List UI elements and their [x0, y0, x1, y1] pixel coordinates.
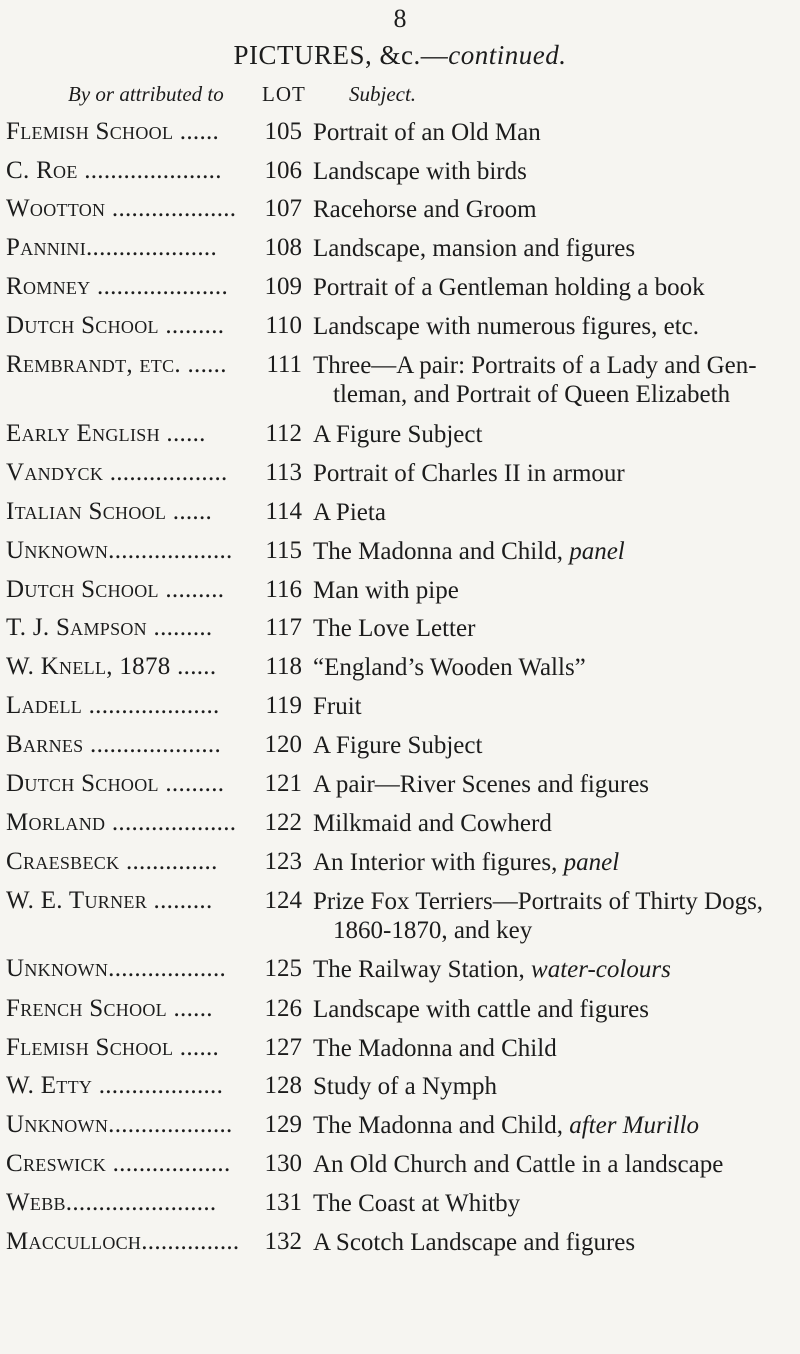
- artist-label: W. Etty ...................: [6, 1072, 224, 1099]
- heading-main: PICTURES, &c.—: [233, 40, 449, 70]
- heading-continued: continued.: [448, 40, 567, 70]
- lot-number: 106: [256, 157, 302, 185]
- page-number: 8: [393, 4, 407, 33]
- lot-number: 112: [256, 420, 302, 448]
- subject-text: Study of a Nymph: [313, 1073, 498, 1100]
- artist-label: C. Roe .....................: [6, 157, 222, 184]
- subject-description: [313, 1228, 793, 1257]
- subject-text: Racehorse and Groom: [313, 196, 537, 223]
- subject-continuation: 1860-1870, and key: [333, 917, 533, 944]
- subject-description: [313, 653, 793, 682]
- lot-column-header: LOT: [262, 82, 306, 106]
- subject-text: An Interior with figures,: [313, 849, 564, 876]
- lot-number: 127: [256, 1034, 302, 1062]
- subject-description: [313, 1072, 793, 1101]
- artist-label: Flemish School ......: [6, 1034, 220, 1061]
- artist-label: Early English ......: [6, 420, 206, 447]
- subject-text: Milkmaid and Cowherd: [313, 810, 552, 837]
- artist-label: Pannini....................: [6, 234, 217, 261]
- lot-number: 118: [256, 653, 302, 681]
- lot-number: 110: [256, 312, 302, 340]
- subject-text: Portrait of a Gentleman holding a book: [313, 274, 705, 301]
- lot-number: 109: [256, 273, 302, 301]
- subject-description: [313, 809, 793, 838]
- subject-text: A pair—River Scenes and figures: [313, 771, 650, 798]
- artist-label: Ladell ....................: [6, 692, 220, 719]
- artist-label: Romney ....................: [6, 273, 229, 300]
- subject-description: [313, 848, 793, 877]
- lot-number: 114: [256, 498, 302, 526]
- subject-text: The Madonna and Child,: [313, 1112, 570, 1139]
- subject-description: [313, 1150, 793, 1179]
- subject-text: Landscape, mansion and figures: [313, 235, 636, 262]
- lot-number: 108: [256, 234, 302, 262]
- artist-label: Morland ...................: [6, 809, 237, 836]
- artist-label: T. J. Sampson .........: [6, 614, 213, 641]
- subject-description: [313, 273, 793, 302]
- lot-number: 124: [256, 887, 302, 915]
- subject-description: [313, 498, 793, 527]
- lot-number: 130: [256, 1150, 302, 1178]
- lot-number: 122: [256, 809, 302, 837]
- subject-description: [313, 770, 793, 799]
- lot-number: 121: [256, 770, 302, 798]
- subject-text: Three—A pair: Portraits of a Lady and Gen-: [313, 352, 757, 379]
- subject-text: Portrait of an Old Man: [313, 119, 541, 146]
- subject-description: [313, 692, 793, 721]
- subject-text: The Coast at Whitby: [313, 1190, 521, 1217]
- artist-label: Dutch School .........: [6, 770, 225, 797]
- lot-number: 111: [256, 351, 302, 379]
- subject-description: [313, 1034, 793, 1063]
- subject-text: An Old Church and Cattle in a landscape: [313, 1151, 724, 1178]
- lot-number: 115: [256, 537, 302, 565]
- artist-label: Dutch School .........: [6, 312, 225, 339]
- lot-number: 131: [256, 1189, 302, 1217]
- subject-description: [313, 351, 793, 409]
- lot-number: 105: [256, 118, 302, 146]
- subject-description: [313, 995, 793, 1024]
- subject-text: Landscape with numerous figures, etc.: [313, 313, 699, 340]
- artist-label: Unknown...................: [6, 1111, 233, 1138]
- subject-text: The Railway Station,: [313, 956, 532, 983]
- subject-description: [313, 1111, 793, 1140]
- artist-label: W. E. Turner .........: [6, 887, 213, 914]
- subject-description: [313, 1189, 793, 1218]
- lot-number: 107: [256, 195, 302, 223]
- page-heading: [0, 40, 800, 71]
- lot-number: 125: [256, 955, 302, 983]
- subject-description: [313, 420, 793, 449]
- subject-text: The Madonna and Child,: [313, 538, 570, 565]
- subject-text: Prize Fox Terriers—Portraits of Thirty Dogs,: [313, 888, 764, 915]
- lot-number: 119: [256, 692, 302, 720]
- lot-number: 129: [256, 1111, 302, 1139]
- subject-italic-note: after Murillo: [569, 1112, 700, 1139]
- subject-text: Landscape with birds: [313, 158, 527, 185]
- subject-text: Landscape with cattle and figures: [313, 996, 649, 1023]
- artist-label: Macculloch...............: [6, 1228, 240, 1255]
- subject-description: [313, 955, 793, 984]
- subject-description: [313, 157, 793, 186]
- subject-text: Man with pipe: [313, 577, 459, 604]
- subject-description: [313, 312, 793, 341]
- artist-label: Unknown...................: [6, 537, 233, 564]
- artist-label: Barnes ....................: [6, 731, 222, 758]
- subject-text: A Scotch Landscape and figures: [313, 1229, 636, 1256]
- artist-label: Craesbeck ..............: [6, 848, 218, 875]
- subject-description: [313, 576, 793, 605]
- subject-description: [313, 234, 793, 263]
- lot-number: 128: [256, 1072, 302, 1100]
- subject-description: [313, 614, 793, 643]
- artist-label: W. Knell, 1878 ......: [6, 653, 217, 680]
- lot-number: 123: [256, 848, 302, 876]
- subject-continuation: tleman, and Portrait of Queen Elizabeth: [333, 381, 731, 408]
- subject-description: [313, 537, 793, 566]
- subject-column-header: Subject.: [349, 82, 417, 106]
- artist-label: Webb.......................: [6, 1189, 217, 1216]
- lot-number: 117: [256, 614, 302, 642]
- artist-label: Unknown..................: [6, 955, 227, 982]
- artist-label: Vandyck ..................: [6, 459, 228, 486]
- subject-text: Portrait of Charles II in armour: [313, 460, 625, 487]
- subject-italic-note: water-colours: [531, 956, 671, 983]
- artist-label: Wootton ...................: [6, 195, 237, 222]
- artist-label: Creswick ..................: [6, 1150, 231, 1177]
- artist-label: Dutch School .........: [6, 576, 225, 603]
- lot-number: 126: [256, 995, 302, 1023]
- lot-number: 132: [256, 1228, 302, 1256]
- subject-italic-note: panel: [563, 849, 620, 876]
- lot-number: 120: [256, 731, 302, 759]
- lot-number: 113: [256, 459, 302, 487]
- subject-italic-note: panel: [569, 538, 625, 565]
- artist-label: Italian School ......: [6, 498, 213, 525]
- subject-text: “England’s Wooden Walls”: [313, 654, 586, 681]
- subject-text: A Pieta: [313, 499, 386, 526]
- subject-text: The Love Letter: [313, 615, 476, 642]
- artist-label: Flemish School ......: [6, 118, 220, 145]
- lot-number: 116: [256, 576, 302, 604]
- artist-label: Rembrandt, etc. ......: [6, 351, 227, 378]
- subject-description: [313, 195, 793, 224]
- subject-description: [313, 887, 793, 945]
- subject-text: A Figure Subject: [313, 421, 483, 448]
- subject-text: The Madonna and Child: [313, 1035, 557, 1062]
- subject-text: A Figure Subject: [313, 732, 483, 759]
- subject-text: Fruit: [313, 693, 362, 720]
- artist-label: French School ......: [6, 995, 213, 1022]
- subject-description: [313, 118, 793, 147]
- subject-description: [313, 459, 793, 488]
- artist-column-header: By or attributed to: [68, 82, 224, 106]
- subject-description: [313, 731, 793, 760]
